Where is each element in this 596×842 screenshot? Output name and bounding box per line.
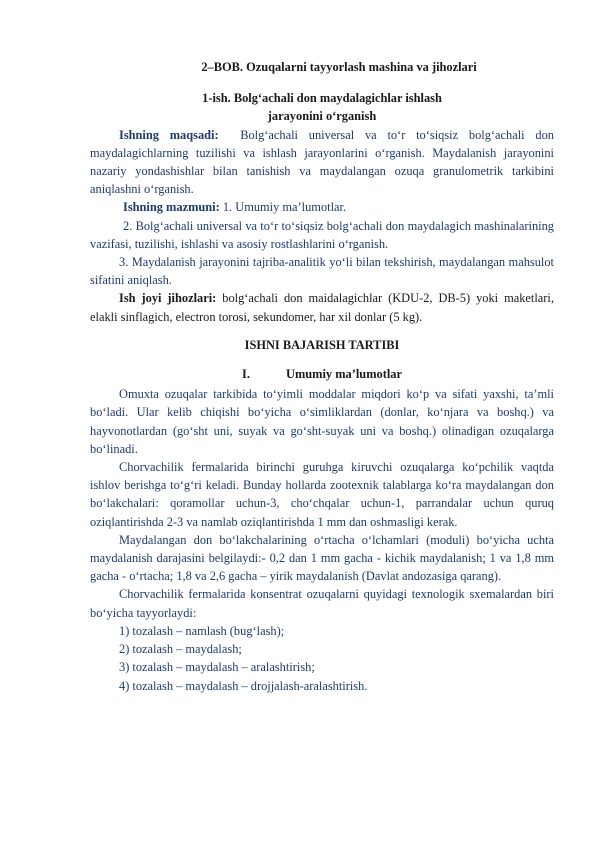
chapter-title: 2–BOB. Ozuqalarni tayyorlash mashina va jihozlari [201, 60, 477, 74]
content-item1: 1. Umumiy ma’lumotlar. [222, 200, 347, 215]
content-label: Ishning mazmuni: [123, 200, 220, 215]
section-heading [90, 365, 554, 383]
work-title-line2: jarayonini o‘rganish [267, 109, 377, 124]
procedure-title: ISHNI BAJARISH TARTIBI [244, 337, 400, 352]
section-number: I. [242, 367, 250, 382]
body-paragraph-2: Chorvachilik fermalarida birinchi guruhga kiruvchi ozuqalarga ko‘pchilik vaqtda ishlov berishga to‘g‘ri keladi. Bunday hollarda zootexnik talablarga ko‘ra maydalangan don bo‘lakchalari: qoramollar uchun-3, cho‘chqalar uchun-1, parrandalar uchun quruq oziqlantirishda 2-3 va namlab oziqlantirishda 1 mm dan oshmasligi kerak. [90, 460, 554, 529]
list-item: 1) tozalash – namlash (bug‘lash); [119, 623, 285, 638]
section-title: Umumiy ma’lumotlar [286, 367, 402, 382]
document-body [90, 58, 554, 695]
technology-steps-list [90, 622, 554, 695]
body-paragraph-4: Chorvachilik fermalarida konsentrat ozuqalarni quyidagi texnologik sxemalardan biri bo‘yicha tayyorlaydi: [90, 587, 554, 620]
tools-text: bolg‘achali don maidalagichlar (KDU-2, DB-5) yoki maketlari, elakli sinflagich, electron torosi, sekundomer, har xil donlar (5 kg). [90, 291, 554, 324]
content-item3: 3. Maydalanish jarayonini tajriba-analitik yo‘li bilan tekshirish, maydalangan mahsulot sifatini aniqlash. [90, 255, 554, 288]
body-paragraph-3: Maydalangan don bo‘lakchalarining o‘rtacha o‘lchamlari (moduli) bo‘yicha uchta maydalanish darajasini belgilaydi:- 0,2 dan 1 mm gacha - kichik maydalanish; 1 va 1,8 mm gacha - o‘rtacha; 1,8 va 2,6 gacha – yirik maydalanish (Davlat andozasiga qarang). [90, 532, 554, 584]
work-title-line1: 1-ish. Bolg‘achali don maydalagichlar ishlash [202, 91, 442, 106]
content-item2: 2. Bolg‘achali universal va to‘r to‘siqsiz bolg‘achali don maydalagich mashinalarining vazifasi, tuzilishi, ishlashi va asosiy rostlashlarini o‘rganish. [90, 218, 554, 251]
content-paragraph [90, 198, 554, 216]
list-item: 3) tozalash – maydalash – aralashtirish; [119, 660, 315, 675]
tools-paragraph [90, 289, 554, 325]
body-paragraph-1: Omuxta ozuqalar tarkibida to‘yimli moddalar miqdori ko‘p va sifati yaxshi, ta’mli bo‘ladi. Ular kelib chiqishi bo‘yicha o‘simliklardan (donlar, ko‘njara va boshq.) va hayvonotlardan (go‘sht uni, suyak va go‘sht-suyak uni va boshq.) olinadigan ozuqalarga bo‘linadi. [90, 387, 554, 456]
list-item: 4) tozalash – maydalash – drojjalash-aralashtirish. [119, 678, 368, 693]
goal-label: Ishning maqsadi: [119, 127, 219, 142]
goal-text: Bolg‘achali universal va to‘r to‘siqsiz bolg‘achali don maydalagichlarning tuzilishi va ishlash jarayonlarini o‘rganish. Maydalanish jarayonini nazariy yondashishlar bilan tanishish va maydalangan ozuqa granulometrik tarkibini aniqlashni o‘rganish. [90, 127, 554, 197]
tools-label: Ish joyi jihozlari: [119, 291, 217, 306]
goal-paragraph [90, 126, 554, 199]
list-item: 2) tozalash – maydalash; [119, 642, 242, 657]
